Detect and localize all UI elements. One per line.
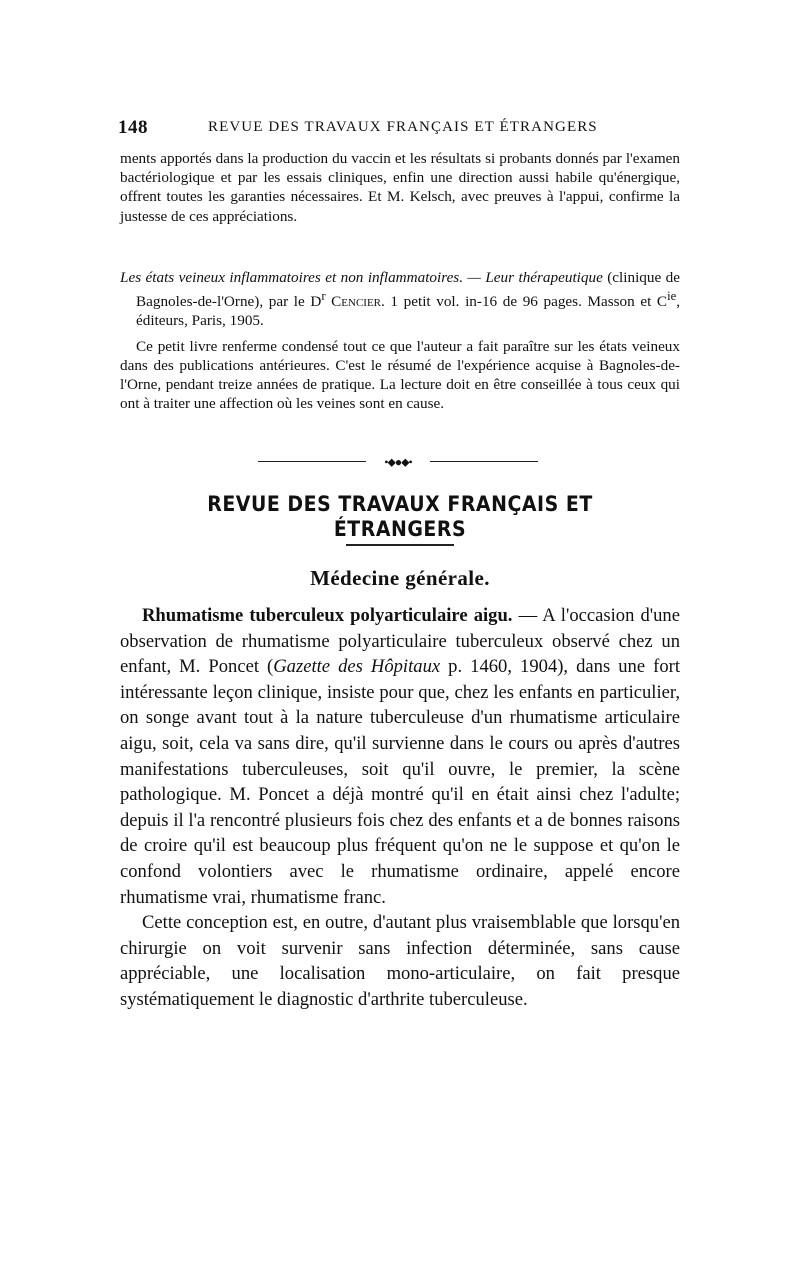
article-block <box>120 603 680 1013</box>
article-paragraph-1 <box>120 603 680 910</box>
review-details-3: , éditeurs, Paris, 1905. <box>136 293 681 330</box>
divider-line-left <box>258 461 366 462</box>
article-heading: Rhumatisme tuberculeux polyarticulaire aigu. <box>142 605 513 626</box>
article-text-1b: p. 1460, 1904), dans une fort intéressante leçon clinique, insiste pour que, chez les enfants en particulier, on songe avant tout à la nature tuberculeuse d'un rhumatisme articulaire aigu, soit, cela va sans dire, qu'il survienne dans le cours ou après d'autres manifestations tuberculeuses, soit qu'il ouvre, le premier, la scène pathologique. M. Poncet a déjà montré qu'il en était ainsi chez l'adulte; depuis il l'a rencontré plusieurs fois chez des enfants et a de bonnes raisons de croire qu'il est beaucoup plus fréquent qu'on ne le suppose et qu'on le confond volontiers avec le rhumatisme ordinaire, appelé encore rhumatisme vrai, rhumatisme franc. <box>120 656 680 908</box>
divider-line-right <box>430 461 538 462</box>
company-superscript: ie <box>667 289 677 304</box>
section-divider-ornament <box>258 455 538 469</box>
page-number: 148 <box>118 117 148 138</box>
book-review <box>120 268 680 413</box>
intro-paragraph: ments apportés dans la production du vaccin et les résultats si probants donnés par l'examen bactériologique et par les essais cliniques, enfin une direction aussi habile qu'énergique, offrent toutes les garanties nécessaires. Et M. Kelsch, avec preuves à l'appui, confirme la justesse de ces appréciations. <box>120 150 680 225</box>
doctor-superscript: r <box>321 289 326 304</box>
article-text-1a: — A l'occasion d'une observation de rhumatisme polyarticulaire tuberculeux observé chez un enfant, M. Poncet ( <box>120 605 680 678</box>
review-details-1: (clinique de Bagnoles-de-l'Orne), par le D <box>136 269 680 311</box>
running-header <box>118 117 682 141</box>
section-title: REVUE DES TRAVAUX FRANÇAIS ET ÉTRANGERS <box>207 492 593 542</box>
section-rule <box>346 544 454 546</box>
ornament-glyphs: •⬥●⬥• <box>384 455 412 469</box>
article-paragraph-2: Cette conception est, en outre, d'autant plus vraisemblable que lorsqu'en chirurgie on voit survenir sans infection déterminée, sans cause appréciable, une localisation mono-articulaire, on fait presque systématiquement le diagnostic d'arthrite tuberculeuse. <box>120 912 680 1010</box>
review-details-2: . 1 petit vol. in-16 de 96 pages. Masson et C <box>381 293 668 311</box>
running-title: REVUE DES TRAVAUX FRANÇAIS ET ÉTRANGERS <box>208 119 598 135</box>
intro-paragraph-block <box>120 149 680 226</box>
review-title: Les états veineux inflammatoires et non inflammatoires. — Leur thérapeutique <box>120 269 603 286</box>
subsection-title: Médecine générale. <box>310 566 490 590</box>
review-author: Cencier <box>331 293 382 311</box>
review-body: Ce petit livre renferme condensé tout ce que l'auteur a fait paraître sur les états veineux dans des publications antérieures. C'est le résumé de l'expérience acquise à Bagnoles-de-l'Orne, pendant treize années de pratique. La lecture doit en être conseillée à tous ceux qui ont à traiter une affection où les veines sont en cause. <box>120 337 680 413</box>
review-citation <box>120 268 680 331</box>
article-source: Gazette des Hôpitaux <box>273 656 441 678</box>
